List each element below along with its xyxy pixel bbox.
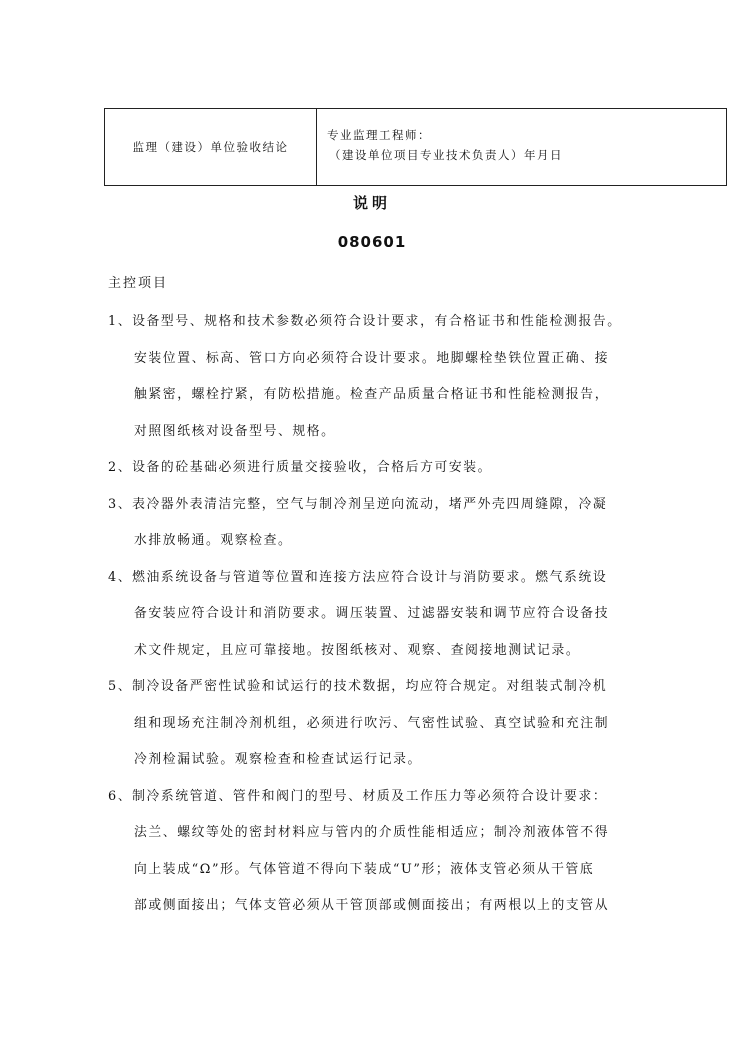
paragraph-line: 6、制冷系统管道、管件和阀门的型号、材质及工作压力等必须符合设计要求： bbox=[108, 788, 608, 804]
paragraph-line: 5、制冷设备严密性试验和试运行的技术数据，均应符合规定。对组装式制冷机 bbox=[108, 679, 608, 694]
list-item bbox=[108, 454, 636, 491]
document-code: 080601 bbox=[337, 233, 407, 251]
list-item bbox=[108, 783, 636, 929]
paragraph-line: 3、表冷器外表清洁完整，空气与制冷剂呈逆向流动，堵严外壳四周缝隙，冷凝 bbox=[108, 496, 608, 512]
paragraph-line: 对照图纸核对设备型号、规格。 bbox=[134, 423, 336, 439]
signature-table bbox=[104, 108, 727, 186]
paragraph-line: 1、设备型号、规格和技术参数必须符合设计要求，有合格证书和性能检测报告。 bbox=[108, 314, 622, 329]
paragraph-line: 安装位置、标高、管口方向必须符合设计要求。地脚螺栓垫铁位置正确、接 bbox=[134, 350, 610, 366]
list-item bbox=[108, 673, 636, 783]
paragraph-line: 备安装应符合设计和消防要求。调压装置、过滤器安装和调节应符合设备技 bbox=[134, 606, 610, 621]
paragraph-line: 组和现场充注制冷剂机组，必须进行吹污、气密性试验、真空试验和充注制 bbox=[134, 715, 610, 731]
paragraph-line: 法兰、螺纹等处的密封材料应与管内的介质性能相适应；制冷剂液体管不得 bbox=[134, 825, 610, 840]
list-item bbox=[108, 308, 636, 454]
list-item bbox=[108, 564, 636, 674]
paragraph-line: 术文件规定，且应可靠接地。按图纸核对、观察、查阅接地测试记录。 bbox=[134, 642, 581, 658]
responsible-person-date-label: （建设单位项目专业技术负责人）年月日 bbox=[329, 148, 563, 162]
item-list bbox=[108, 308, 636, 929]
acceptance-conclusion-label: 监理（建设）单位验收结论 bbox=[105, 109, 317, 185]
paragraph-line: 部或侧面接出；气体支管必须从干管顶部或侧面接出；有两根以上的支管从 bbox=[134, 898, 610, 913]
paragraph-line: 触紧密，螺栓拧紧，有防松措施。检查产品质量合格证书和性能检测报告， bbox=[134, 387, 610, 402]
section-heading: 主控项目 bbox=[108, 276, 169, 291]
supervising-engineer-label: 专业监理工程师： bbox=[327, 128, 431, 142]
paragraph-line: 4、燃油系统设备与管道等位置和连接方法应符合设计与消防要求。燃气系统设 bbox=[108, 569, 608, 585]
paragraph-line: 水排放畅通。观察检查。 bbox=[134, 533, 293, 548]
paragraph-line: 2、设备的砼基础必须进行质量交接验收，合格后方可安装。 bbox=[108, 460, 493, 475]
document-title: 说明 bbox=[352, 194, 391, 212]
list-item bbox=[108, 491, 636, 564]
paragraph-line: 冷剂检漏试验。观察检查和检查试运行记录。 bbox=[134, 752, 422, 767]
paragraph-line: 向上装成“Ω”形。气体管道不得向下装成“U”形；液体支管必须从干管底 bbox=[134, 861, 595, 877]
signature-block bbox=[317, 109, 726, 185]
